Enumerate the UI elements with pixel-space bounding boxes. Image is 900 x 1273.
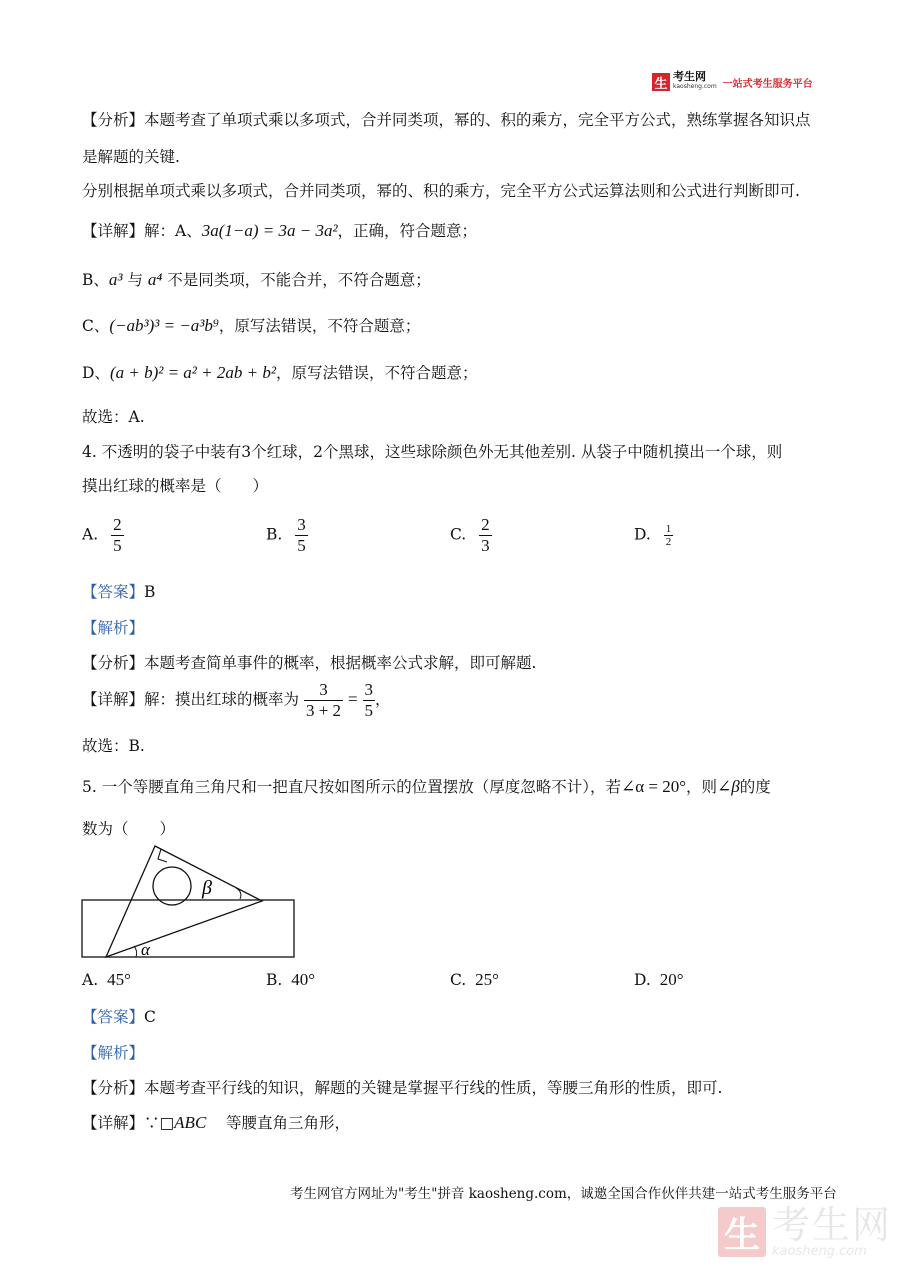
- q5-stem-b: ，则: [686, 778, 718, 796]
- q5-option-label: D.: [634, 971, 651, 989]
- q5-option-label: B.: [266, 971, 283, 989]
- q3-analysis-line3: 分别根据单项式乘以多项式，合并同类项，幂的、积的乘方，完全平方公式运算法则和公式进行判断即可.: [82, 182, 800, 200]
- q5-stem-line1: [82, 775, 771, 797]
- fraction-numerator: 2: [481, 515, 490, 534]
- fraction-numerator: 1: [665, 523, 672, 535]
- q5-option-c: [450, 970, 499, 990]
- triangle-hole: [153, 867, 191, 905]
- q4-option-fraction: [295, 515, 308, 556]
- q3-detail-a: [82, 219, 477, 241]
- q5-detail-prefix: 【详解】∵: [82, 1114, 160, 1132]
- q4-detail-prefix: 【详解】解：摸出红球的概率为: [82, 690, 300, 709]
- q4-detail-fraction-1: [304, 680, 343, 721]
- watermark-text: [772, 1205, 892, 1259]
- fraction-denominator: 5: [297, 536, 306, 555]
- alpha-arc: [134, 946, 137, 957]
- answer-value: C: [144, 1008, 156, 1026]
- q3-c-prefix: C、: [82, 317, 110, 335]
- q4-option-d: [634, 523, 673, 548]
- q5-detail-suffix: 等腰直角三角形，: [226, 1114, 351, 1132]
- ruler: [82, 900, 294, 957]
- fraction-denominator: 3 + 2: [305, 701, 342, 720]
- watermark-mark-icon: 生: [718, 1207, 766, 1257]
- q3-b-math-2: a⁴: [147, 270, 163, 289]
- q5-stem-c: 的度: [739, 778, 771, 796]
- q4-detail-suffix: ，: [375, 690, 391, 709]
- q5-stem-line2: 数为（ ）: [82, 820, 176, 838]
- q5-option-value: 20°: [659, 970, 684, 989]
- q3-detail-a-suffix: ，正确，符合题意；: [337, 222, 478, 240]
- answer-value: B: [144, 583, 156, 601]
- q5-detail-box: □: [159, 1114, 175, 1132]
- logo-slogan: 一站式考生服务平台: [722, 78, 813, 90]
- q5-option-a: [82, 970, 131, 990]
- q4-option-label: B.: [266, 525, 283, 544]
- header-logo: [652, 72, 813, 92]
- q4-stem-line2: 摸出红球的概率是（ ）: [82, 477, 269, 495]
- q3-detail-a-math: 3a(1−a) = 3a − 3a²: [201, 221, 338, 240]
- q5-option-d: [634, 970, 684, 990]
- q5-option-value: 40°: [291, 970, 316, 989]
- beta-label: β: [202, 877, 212, 899]
- q4-answer: [82, 580, 155, 602]
- answer-tag: 【答案】: [82, 1008, 145, 1026]
- fraction-denominator: 2: [665, 536, 672, 548]
- q3-b-prefix: B、: [82, 271, 109, 289]
- q5-answer: [82, 1005, 156, 1027]
- q3-detail-c: [82, 314, 420, 336]
- q4-option-label: A.: [82, 525, 99, 544]
- q4-option-a: [82, 515, 124, 556]
- q4-option-fraction: [479, 515, 492, 556]
- q5-option-value: 25°: [475, 970, 499, 989]
- q3-detail-prefix: 【详解】解：A、: [82, 222, 202, 240]
- fraction-numerator: 3: [304, 680, 343, 701]
- q5-option-value: 45°: [107, 970, 131, 989]
- q5-option-b: [266, 970, 315, 990]
- q3-analysis-line1: 【分析】本题考查了单项式乘以多项式，合并同类项，幂的、积的乘方，完全平方公式，熟练掌握各知识点: [82, 111, 811, 129]
- q5-detail: [82, 1111, 350, 1133]
- q3-choose: 故选：A.: [82, 408, 145, 426]
- q3-b-mid: 与: [127, 271, 143, 289]
- answer-tag: 【答案】: [82, 583, 145, 601]
- q4-option-label: D.: [634, 525, 651, 544]
- q4-option-fraction: [111, 515, 124, 556]
- logo-mark-icon: 生: [652, 73, 670, 91]
- q3-d-suffix: ，原写法错误，不符合题意；: [275, 364, 478, 382]
- q3-b-math-1: a³: [108, 270, 123, 289]
- q5-option-label: C.: [450, 971, 467, 989]
- q4-jiexi: 【解析】: [82, 619, 145, 637]
- q4-detail: [82, 680, 391, 721]
- logo-site: kaosheng.com: [673, 83, 717, 90]
- q4-option-fraction: [664, 523, 674, 548]
- q3-c-suffix: ，原写法错误，不符合题意；: [218, 317, 421, 335]
- fraction-denominator: 3: [481, 536, 490, 555]
- q3-d-prefix: D、: [82, 364, 110, 382]
- q3-c-math: (−ab³)³ = −a³b⁹: [109, 316, 219, 335]
- q5-jiexi: 【解析】: [82, 1044, 145, 1062]
- q4-option-b: [266, 515, 308, 556]
- logo-name: 考生网: [673, 70, 706, 83]
- q5-stem-angle: ∠α = 20°: [620, 777, 687, 796]
- q3-analysis-line2: 是解题的关键.: [82, 148, 180, 166]
- fraction-numerator: 3: [364, 680, 374, 699]
- q5-analysis: 【分析】本题考查平行线的知识，解题的关键是掌握平行线的性质，等腰三角形的性质，即可.: [82, 1079, 723, 1097]
- logo-text: [673, 72, 717, 92]
- fraction-denominator: 5: [364, 701, 374, 720]
- q5-stem-a: 5. 一个等腰直角三角尺和一把直尺按如图所示的位置摆放（厚度忽略不计），若: [82, 778, 621, 796]
- q4-detail-equals: =: [347, 689, 358, 709]
- alpha-label: α: [141, 940, 150, 959]
- q3-detail-d: [82, 361, 477, 383]
- q4-analysis: 【分析】本题考查简单事件的概率，根据概率公式求解，即可解题.: [82, 654, 537, 672]
- q5-figure: [78, 842, 300, 964]
- q4-choose: 故选：B.: [82, 737, 145, 755]
- fraction-numerator: 2: [113, 515, 122, 534]
- q3-detail-b: [82, 268, 431, 290]
- footer-text: 考生网官方网址为"考生"拼音 kaosheng.com，诚邀全国合作伙伴共建一站式考生服务平台: [290, 1186, 837, 1202]
- fraction-numerator: 3: [297, 515, 306, 534]
- q4-stem-line1: 4. 不透明的袋子中装有3个红球，2个黑球，这些球除颜色外无其他差别. 从袋子中随机摸出一个球，则: [82, 443, 783, 461]
- q5-stem-beta: ∠β: [717, 777, 740, 796]
- q3-d-math: (a + b)² = a² + 2ab + b²: [109, 363, 276, 382]
- q3-b-suffix: 不是同类项，不能合并，不符合题意；: [167, 271, 431, 289]
- watermark-name: 考生网: [772, 1203, 893, 1247]
- watermark-site: kaosheng.com: [772, 1244, 867, 1259]
- q4-option-label: C.: [450, 525, 467, 544]
- q4-option-c: [450, 515, 492, 556]
- q4-detail-fraction-2: [363, 680, 376, 721]
- watermark-logo: [718, 1205, 892, 1259]
- fraction-denominator: 5: [113, 536, 122, 555]
- q5-detail-abc: ABC: [174, 1113, 207, 1132]
- q5-option-label: A.: [82, 971, 99, 989]
